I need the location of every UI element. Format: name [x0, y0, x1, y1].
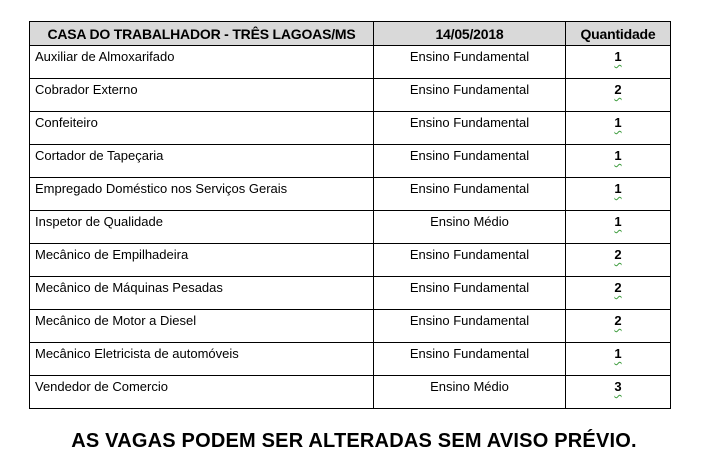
table-body [30, 46, 671, 409]
table-row [30, 79, 671, 112]
education-cell: Ensino Médio [374, 376, 566, 409]
education-cell: Ensino Médio [374, 211, 566, 244]
table-row [30, 244, 671, 277]
education-cell: Ensino Fundamental [374, 277, 566, 310]
occupation-cell: Confeiteiro [30, 112, 374, 145]
header-location: CASA DO TRABALHADOR - TRÊS LAGOAS/MS [30, 22, 374, 46]
occupation-cell: Inspetor de Qualidade [30, 211, 374, 244]
quantity-cell [566, 46, 671, 79]
education-cell: Ensino Fundamental [374, 46, 566, 79]
occupation-cell: Mecânico de Máquinas Pesadas [30, 277, 374, 310]
notice-text: AS VAGAS PODEM SER ALTERADAS SEM AVISO PRÉVIO. [71, 430, 637, 452]
table-header [30, 22, 671, 46]
education-cell: Ensino Fundamental [374, 244, 566, 277]
quantity-value: 1 [614, 346, 622, 361]
table-row [30, 46, 671, 79]
job-vacancies-table [29, 21, 671, 409]
quantity-value: 1 [614, 49, 622, 64]
quantity-value: 2 [614, 247, 622, 262]
occupation-cell: Cortador de Tapeçaria [30, 145, 374, 178]
quantity-cell [566, 79, 671, 112]
quantity-cell [566, 211, 671, 244]
quantity-value: 3 [614, 379, 622, 394]
education-cell: Ensino Fundamental [374, 310, 566, 343]
header-quantity: Quantidade [566, 22, 671, 46]
occupation-cell: Empregado Doméstico nos Serviços Gerais [30, 178, 374, 211]
education-cell: Ensino Fundamental [374, 79, 566, 112]
table-row [30, 112, 671, 145]
quantity-cell [566, 310, 671, 343]
quantity-value: 2 [614, 82, 622, 97]
table-row [30, 277, 671, 310]
quantity-cell [566, 343, 671, 376]
table-row [30, 178, 671, 211]
quantity-cell [566, 244, 671, 277]
quantity-cell [566, 112, 671, 145]
quantity-cell [566, 145, 671, 178]
quantity-value: 2 [614, 280, 622, 295]
table-row [30, 145, 671, 178]
education-cell: Ensino Fundamental [374, 112, 566, 145]
quantity-value: 2 [614, 313, 622, 328]
quantity-value: 1 [614, 115, 622, 130]
table-row [30, 376, 671, 409]
occupation-cell: Auxiliar de Almoxarifado [30, 46, 374, 79]
quantity-cell [566, 178, 671, 211]
quantity-value: 1 [614, 148, 622, 163]
occupation-cell: Cobrador Externo [30, 79, 374, 112]
quantity-cell [566, 376, 671, 409]
header-row [30, 22, 671, 46]
occupation-cell: Mecânico Eletricista de automóveis [30, 343, 374, 376]
education-cell: Ensino Fundamental [374, 343, 566, 376]
occupation-cell: Mecânico de Motor a Diesel [30, 310, 374, 343]
table-row [30, 211, 671, 244]
education-cell: Ensino Fundamental [374, 145, 566, 178]
occupation-cell: Vendedor de Comercio [30, 376, 374, 409]
quantity-value: 1 [614, 214, 622, 229]
quantity-value: 1 [614, 181, 622, 196]
occupation-cell: Mecânico de Empilhadeira [30, 244, 374, 277]
quantity-cell [566, 277, 671, 310]
table-row [30, 310, 671, 343]
header-date: 14/05/2018 [374, 22, 566, 46]
education-cell: Ensino Fundamental [374, 178, 566, 211]
table-row [30, 343, 671, 376]
